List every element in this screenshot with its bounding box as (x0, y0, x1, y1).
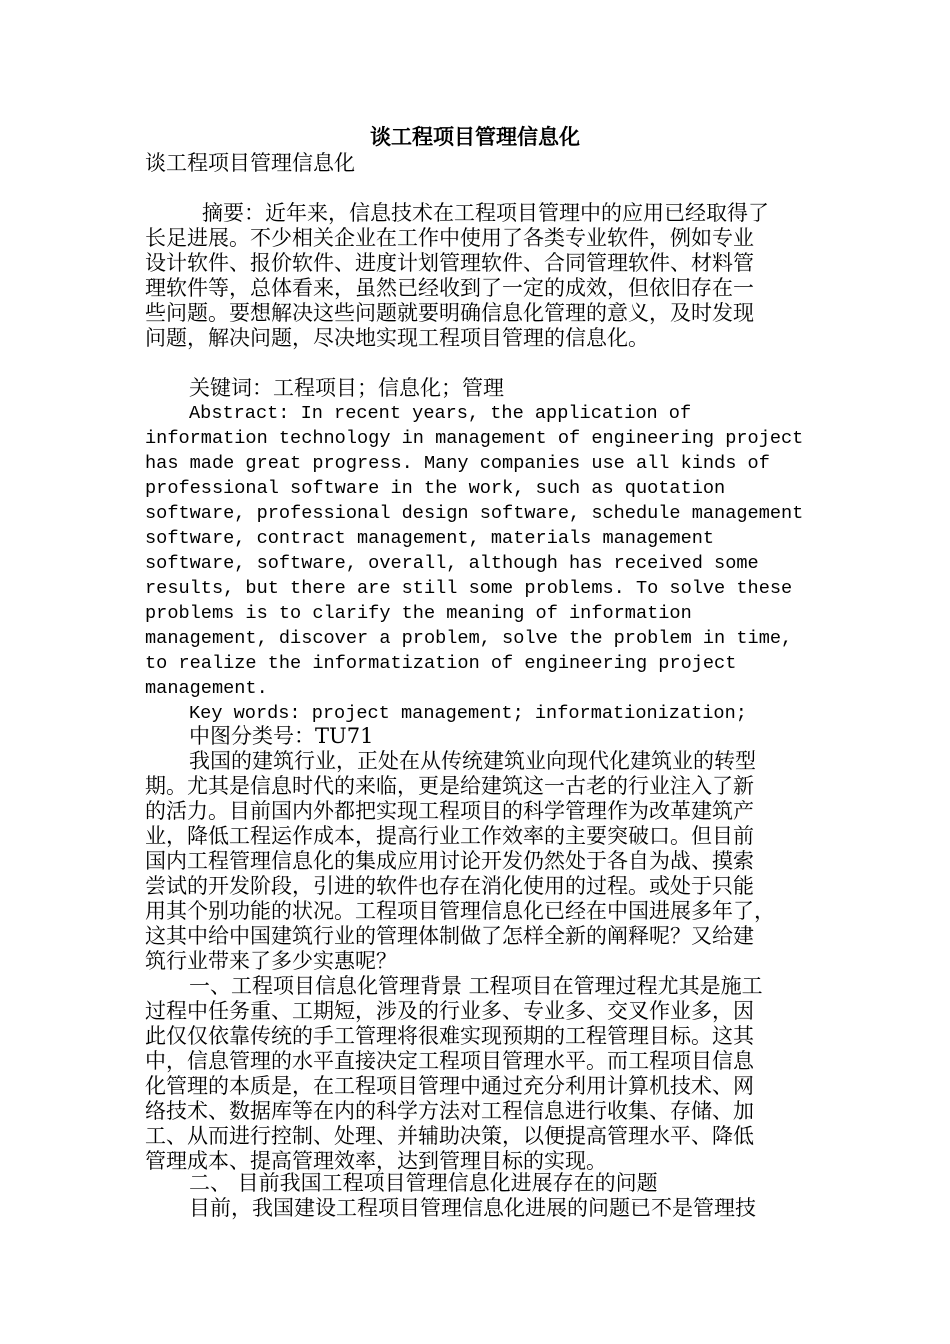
intro-line: 这其中给中国建筑行业的管理体制做了怎样全新的阐释呢？又给建 (145, 924, 754, 948)
abstract-en-line: software, software, overall, although has received some (145, 553, 759, 574)
abstract-en-line: software, contract management, materials management (145, 528, 715, 549)
intro-line: 尝试的开发阶段，引进的软件也存在消化使用的过程。或处于只能 (145, 874, 754, 898)
section1-line: 络技术、数据库等在内的科学方法对工程信息进行收集、存储、加 (145, 1099, 754, 1123)
abstract-zh-line: 些问题。要想解决这些问题就要明确信息化管理的意义，及时发现 (145, 301, 754, 325)
intro-line: 期。尤其是信息时代的来临，更是给建筑这一古老的行业注入了新 (145, 774, 754, 798)
abstract-en-line: Abstract: In recent years, the application of (189, 403, 692, 424)
intro-line: 用其个别功能的状况。工程项目管理信息化已经在中国进展多年了， (145, 899, 775, 923)
intro-line: 的活力。目前国内外都把实现工程项目的科学管理作为改革建筑产 (145, 799, 754, 823)
abstract-zh-line: 长足进展。不少相关企业在工作中使用了各类专业软件，例如专业 (145, 226, 754, 250)
abstract-en-line: has made great progress. Many companies use all kinds of (145, 453, 770, 474)
abstract-en-line: information technology in management of engineering project (145, 428, 804, 449)
section1-line: 一、工程项目信息化管理背景 工程项目在管理过程尤其是施工 (189, 974, 763, 998)
document-subtitle: 谈工程项目管理信息化 (145, 151, 355, 175)
abstract-zh-line: 问题，解决问题，尽决地实现工程项目管理的信息化。 (145, 326, 649, 350)
intro-line: 业，降低工程运作成本，提高行业工作效率的主要突破口。但目前 (145, 824, 754, 848)
section2-heading: 二、 目前我国工程项目管理信息化进展存在的问题 (189, 1171, 658, 1195)
abstract-en-line: problems is to clarify the meaning of information (145, 603, 692, 624)
keywords-zh: 关键词：工程项目；信息化；管理 (189, 376, 504, 400)
document-title: 谈工程项目管理信息化 (370, 124, 580, 149)
keywords-en: Key words: project management; informationization; (189, 703, 747, 724)
intro-line: 我国的建筑行业，正处在从传统建筑业向现代化建筑业的转型 (189, 749, 756, 773)
abstract-en-line: management, discover a problem, solve the problem in time, (145, 628, 793, 649)
abstract-en-line: management. (145, 678, 268, 699)
abstract-zh-line: 理软件等，总体看来，虽然已经收到了一定的成效，但依旧存在一 (145, 276, 754, 300)
section2-line: 目前，我国建设工程项目管理信息化进展的问题已不是管理技 (189, 1196, 756, 1220)
section1-line: 中，信息管理的水平直接决定工程项目管理水平。而工程项目信息 (145, 1049, 754, 1073)
section1-line: 化管理的本质是，在工程项目管理中通过充分利用计算机技术、网 (145, 1074, 754, 1098)
abstract-zh-line: 摘要：近年来，信息技术在工程项目管理中的应用已经取得了 (202, 201, 769, 225)
classification-number: 中图分类号：TU71 (189, 724, 374, 748)
abstract-en-line: software, professional design software, schedule management (145, 503, 804, 524)
section1-line: 管理成本、提高管理效率，达到管理目标的实现。 (145, 1149, 607, 1173)
intro-line: 筑行业带来了多少实惠呢？ (145, 949, 397, 973)
section1-line: 此仅仅依靠传统的手工管理将很难实现预期的工程管理目标。这其 (145, 1024, 754, 1048)
intro-line: 国内工程管理信息化的集成应用讨论开发仍然处于各自为战、摸索 (145, 849, 754, 873)
abstract-en-line: results, but there are still some problems. To solve these (145, 578, 793, 599)
abstract-zh-line: 设计软件、报价软件、进度计划管理软件、合同管理软件、材料管 (145, 251, 754, 275)
abstract-en-line: to realize the informatization of engineering project (145, 653, 737, 674)
section1-line: 过程中任务重、工期短，涉及的行业多、专业多、交叉作业多，因 (145, 999, 754, 1023)
section1-line: 工、从而进行控制、处理、并辅助决策，以便提高管理水平、降低 (145, 1124, 754, 1148)
abstract-en-line: professional software in the work, such as quotation (145, 478, 726, 499)
